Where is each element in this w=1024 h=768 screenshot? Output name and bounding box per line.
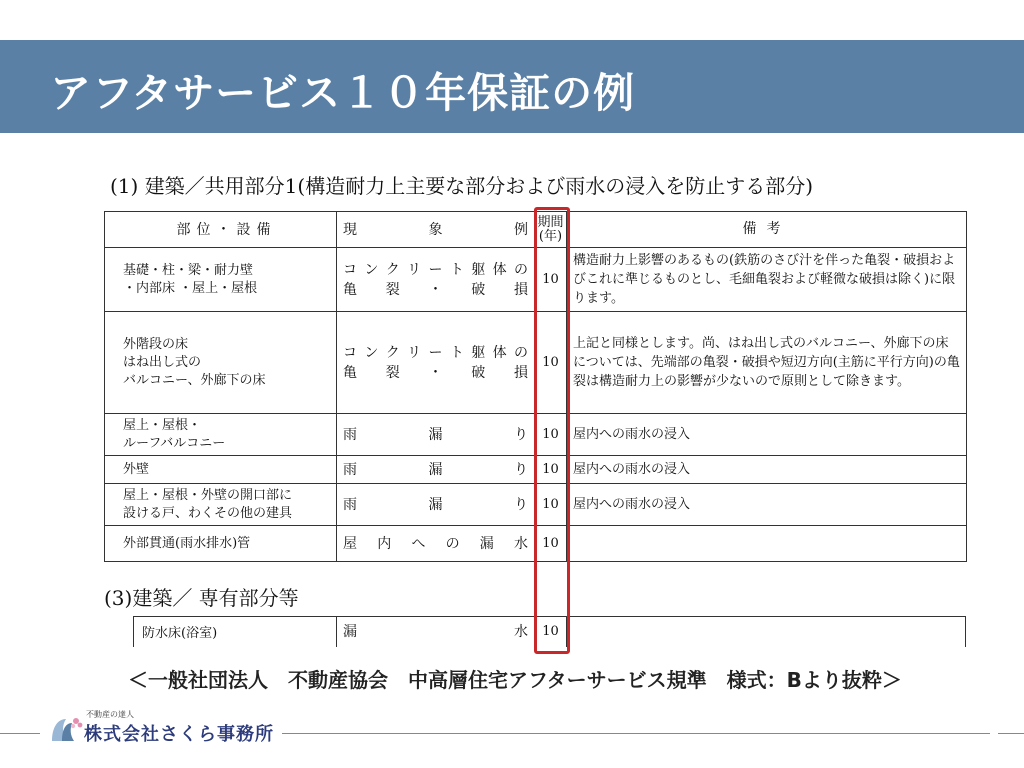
cell-period: 10	[535, 617, 567, 647]
cell-period: 10	[535, 414, 567, 456]
cell-period: 10	[535, 484, 567, 526]
table-row	[105, 526, 967, 562]
cell-period: 10	[535, 312, 567, 414]
table-row	[105, 484, 967, 526]
logo-company-name: 株式会社さくら事務所	[84, 724, 274, 745]
cell-phenomenon: 漏 水	[337, 617, 535, 647]
cell-part: 外壁	[105, 456, 337, 484]
header-note: 備考	[567, 212, 967, 248]
cell-note: 上記と同様とします。尚、はね出し式のバルコニー、外廊下の床については、先端部の亀裂・破損や短辺方向(主筋に平行方向)の亀裂は構造耐力上の影響が少ないので原則として除きます。	[567, 312, 967, 414]
footer-divider	[0, 733, 40, 734]
table-row	[105, 414, 967, 456]
table-body	[134, 617, 966, 647]
header-phenomenon: 現 象 例	[337, 212, 535, 248]
logo-tagline: 不動産の達人	[86, 710, 134, 719]
cell-part: 屋上・屋根・外壁の開口部に 設ける戸、わくその他の建具	[105, 484, 337, 526]
company-logo	[48, 709, 278, 749]
title-bar	[0, 40, 1024, 133]
cell-part: 屋上・屋根・ ルーフバルコニー	[105, 414, 337, 456]
table-row	[105, 312, 967, 414]
cell-phenomenon: 雨 漏 り	[337, 414, 535, 456]
cell-note: 構造耐力上影響のあるもの(鉄筋のさび汁を伴った亀裂・破損およびこれに準じるものとし、毛細亀裂および軽微な破損は除く)に限ります。	[567, 248, 967, 312]
cell-phenomenon: 雨 漏 り	[337, 484, 535, 526]
cell-phenomenon: 屋 内 へ の 漏 水	[337, 526, 535, 562]
footer-divider	[998, 733, 1024, 734]
warranty-table-common	[104, 211, 967, 562]
cell-part: 外部貫通(雨水排水)管	[105, 526, 337, 562]
cell-note: 屋内への雨水の浸入	[567, 484, 967, 526]
cell-phenomenon: コ ン ク リ ー ト 躯 体 の 亀 裂 ・ 破 損	[337, 312, 535, 414]
cell-note: 屋内への雨水の浸入	[567, 414, 967, 456]
cell-period: 10	[535, 248, 567, 312]
cell-period: 10	[535, 456, 567, 484]
cell-part: 基礎・柱・梁・耐力壁 ・内部床 ・屋上・屋根	[105, 248, 337, 312]
sakura-logo-icon	[48, 713, 84, 743]
cell-part: 防水床(浴室)	[134, 617, 337, 647]
cell-phenomenon: 雨 漏 り	[337, 456, 535, 484]
header-part: 部位・設備	[105, 212, 337, 248]
cell-period: 10	[535, 526, 567, 562]
table-row	[105, 456, 967, 484]
section3-heading: (3)建築／ 専有部分等	[104, 586, 299, 610]
header-period: 期間 (年)	[535, 212, 567, 248]
table-row	[105, 248, 967, 312]
footer-divider	[282, 733, 990, 734]
section1-heading: (1) 建築／共用部分1(構造耐力上主要な部分および雨水の浸入を防止する部分)	[110, 174, 814, 198]
cell-phenomenon: コ ン ク リ ー ト 躯 体 の 亀 裂 ・ 破 損	[337, 248, 535, 312]
cell-note	[567, 617, 966, 647]
cell-part: 外階段の床 はね出し式の バルコニー、外廊下の床	[105, 312, 337, 414]
slide-title: アフタサービス１０年保証の例	[50, 69, 636, 117]
warranty-table-private	[133, 616, 966, 647]
table-header-row	[105, 212, 967, 248]
cell-note: 屋内への雨水の浸入	[567, 456, 967, 484]
cell-note	[567, 526, 967, 562]
source-note: ＜一般社団法人 不動産協会 中高層住宅アフターサービス規準 様式：Bより抜粋＞	[128, 668, 902, 692]
table-body	[105, 248, 967, 562]
table-row	[134, 617, 966, 647]
